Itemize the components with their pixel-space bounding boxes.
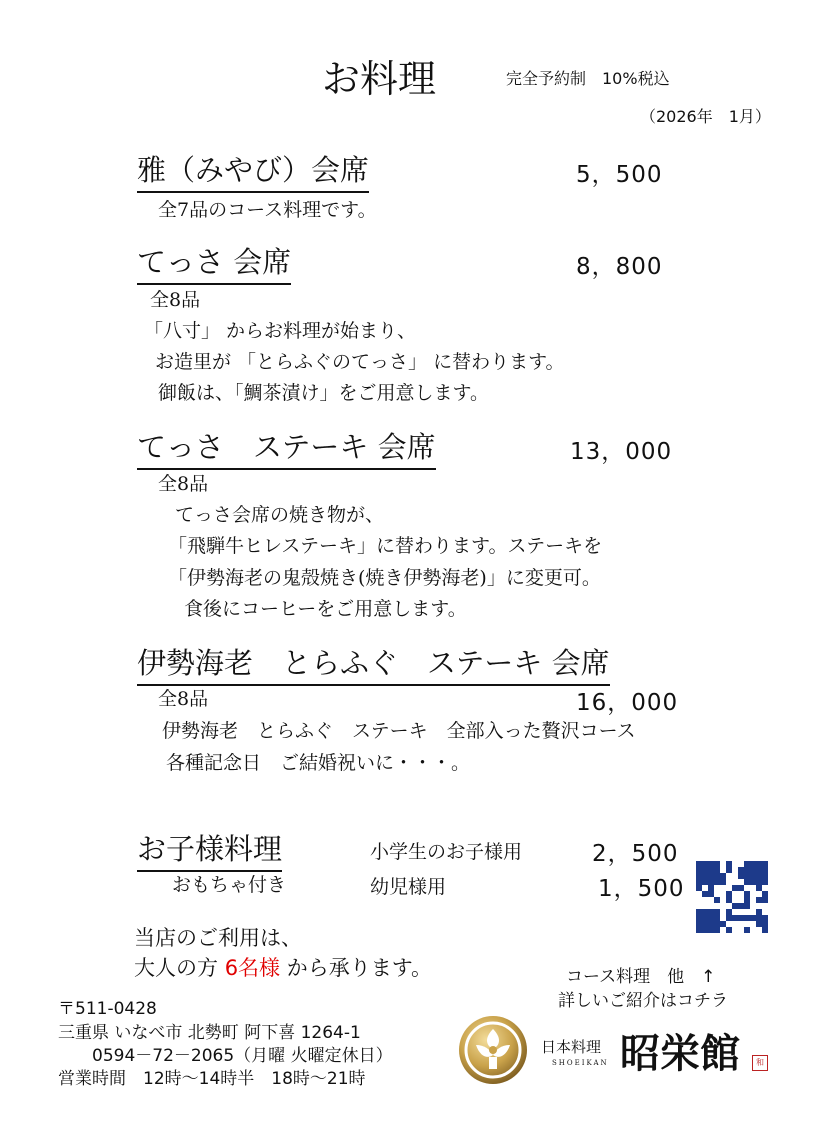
- phone-number: 0594－72－2065（月曜 火曜定休日）: [92, 1046, 393, 1066]
- course-price-tessa: 8，800: [576, 254, 663, 280]
- course-desc: 伊勢海老 とらふぐ ステーキ 全部入った贅沢コース: [162, 720, 636, 742]
- brand-name: 昭栄館: [620, 1030, 740, 1077]
- course-name-ise-ebi: 伊勢海老 とらふぐ ステーキ 会席: [137, 641, 610, 686]
- kids-note: おもちゃ付き: [172, 874, 287, 896]
- course-desc: 「飛騨牛ヒレステーキ」に替わります。ステーキを: [168, 535, 603, 557]
- kids-item-price: 2，500: [592, 841, 679, 867]
- notice-highlight: 6名様: [224, 956, 281, 980]
- qr-caption-line2: 詳しいご紹介はコチラ: [558, 991, 728, 1011]
- qr-code[interactable]: [696, 861, 768, 933]
- kids-item-price: 1，500: [598, 876, 685, 902]
- qr-module: [762, 927, 768, 933]
- kids-item-label: 小学生のお子様用: [370, 841, 523, 863]
- reservation-note: 完全予約制 10%税込: [506, 69, 670, 88]
- course-desc: 全8品: [158, 688, 209, 710]
- course-price-tessa-steak: 13，000: [570, 439, 673, 465]
- brand-seal: 和: [752, 1055, 768, 1071]
- notice-text: から承ります。: [280, 956, 433, 980]
- brand-small: 日本料理: [541, 1038, 602, 1056]
- course-desc: 御飯は、「鯛茶漬け」をご用意します。: [158, 382, 489, 404]
- page-title: お料理: [322, 57, 437, 101]
- course-desc: 全8品: [150, 289, 201, 311]
- kids-title: お子様料理: [137, 827, 282, 872]
- kids-item-label: 幼児様用: [370, 876, 447, 898]
- notice-line1: 当店のご利用は、: [134, 926, 302, 950]
- business-hours: 営業時間 12時～14時半 18時～21時: [58, 1069, 366, 1089]
- date-note: （2026年 1月）: [640, 107, 771, 126]
- course-desc: てっさ会席の焼き物が、: [175, 504, 385, 526]
- notice-line2: [134, 952, 432, 982]
- course-name-tessa-steak: てっさ ステーキ 会席: [137, 425, 436, 470]
- course-name-miyabi: 雅（みやび）会席: [137, 148, 369, 193]
- course-desc: 「伊勢海老の鬼殻焼き(焼き伊勢海老)」に変更可。: [168, 567, 601, 589]
- notice-text: 大人の方: [134, 956, 225, 980]
- postal-code: 〒511-0428: [58, 999, 157, 1019]
- course-name-tessa: てっさ 会席: [137, 240, 291, 285]
- family-crest-logo: [458, 1015, 528, 1085]
- course-price-miyabi: 5，500: [576, 162, 663, 188]
- street-address: 三重県 いなべ市 北勢町 阿下喜 1264-1: [58, 1023, 361, 1043]
- course-desc: 各種記念日 ご結婚祝いに・・・。: [166, 752, 471, 774]
- course-desc: 全8品: [158, 473, 209, 495]
- course-price-ise-ebi: 16，000: [576, 690, 679, 716]
- course-desc: 食後にコーヒーをご用意します。: [184, 598, 467, 620]
- course-desc: 「八寸」 からお料理が始まり、: [144, 320, 417, 342]
- course-desc: お造里が 「とらふぐのてっさ」 に替わります。: [155, 351, 565, 373]
- qr-caption-line1: コース料理 他 ↑: [566, 967, 716, 987]
- brand-roman: SHOEIKAN: [552, 1059, 609, 1067]
- course-desc: 全7品のコース料理です。: [158, 199, 377, 221]
